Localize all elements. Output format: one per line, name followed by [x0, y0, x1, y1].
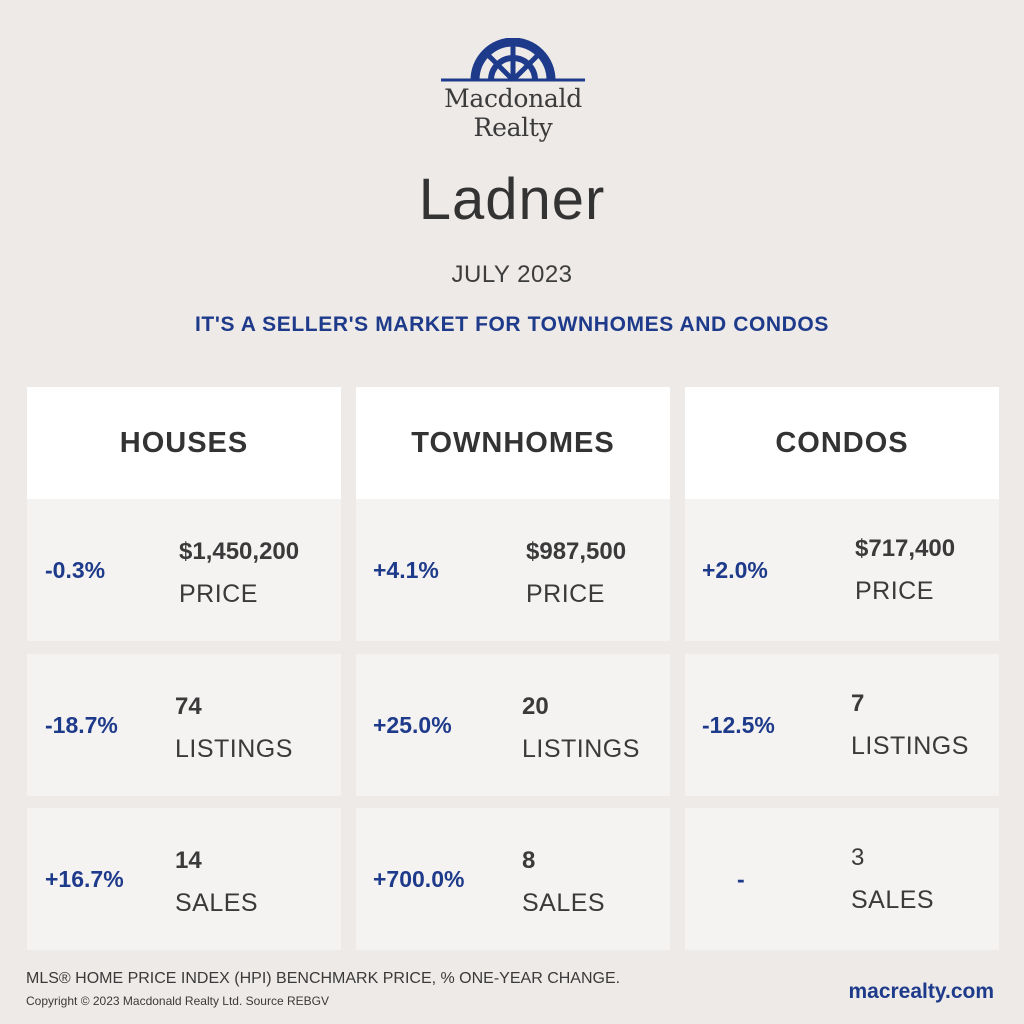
townhomes-price-value: $987,500 — [526, 538, 627, 565]
condos-price-label: PRICE — [855, 577, 934, 605]
condos-price-cell — [685, 499, 999, 641]
townhomes-price-change: +4.1% — [373, 556, 439, 583]
condos-sales-cell — [685, 808, 999, 950]
houses-listings-label: LISTINGS — [175, 735, 293, 763]
condos-listings-change: -12.5% — [702, 711, 775, 738]
townhomes-listings-value: 20 — [522, 693, 549, 720]
sunrise-arch-logo-icon — [439, 38, 587, 84]
townhomes-listings-change: +25.0% — [373, 711, 452, 738]
townhomes-sales-cell — [356, 808, 670, 950]
copyright-text: Copyright © 2023 Macdonald Realty Ltd. Source REBGV — [26, 994, 329, 1008]
brand-logo — [438, 38, 588, 158]
houses-sales-change: +16.7% — [45, 865, 124, 892]
brand-name-line2: Realty — [473, 113, 553, 142]
condos-price-value: $717,400 — [855, 535, 956, 562]
column-header-condos: CONDOS — [685, 387, 999, 499]
brand-name-line1: Macdonald — [444, 84, 582, 113]
houses-price-label: PRICE — [179, 580, 258, 608]
houses-sales-label: SALES — [175, 889, 259, 917]
houses-sales-value: 14 — [175, 847, 202, 874]
condos-listings-cell — [685, 654, 999, 796]
houses-price-change: -0.3% — [45, 556, 106, 583]
townhomes-listings-label: LISTINGS — [522, 735, 640, 763]
condos-sales-change: - — [737, 865, 745, 892]
condos-listings-value: 7 — [851, 690, 865, 717]
column-header-houses: HOUSES — [27, 387, 341, 499]
townhomes-sales-change: +700.0% — [373, 865, 465, 892]
houses-listings-value: 74 — [175, 693, 202, 720]
condos-price-change: +2.0% — [702, 556, 768, 583]
column-header-townhomes: TOWNHOMES — [356, 387, 670, 499]
townhomes-price-label: PRICE — [526, 580, 605, 608]
condos-sales-value: 3 — [851, 844, 865, 871]
hpi-footnote: MLS® HOME PRICE INDEX (HPI) BENCHMARK PRICE, % ONE-YEAR CHANGE. — [26, 970, 621, 987]
houses-listings-change: -18.7% — [45, 711, 118, 738]
houses-price-cell — [27, 499, 341, 641]
townhomes-price-cell — [356, 499, 670, 641]
houses-price-value: $1,450,200 — [179, 538, 300, 565]
city-title: Ladner — [418, 167, 606, 232]
townhomes-sales-label: SALES — [522, 889, 606, 917]
market-headline: IT'S A SELLER'S MARKET FOR TOWNHOMES AND CONDOS — [195, 313, 829, 336]
condos-listings-label: LISTINGS — [851, 732, 969, 760]
report-month: JULY 2023 — [451, 261, 573, 288]
townhomes-sales-value: 8 — [522, 847, 536, 874]
website-link[interactable]: macrealty.com — [848, 980, 994, 1003]
houses-listings-cell — [27, 654, 341, 796]
townhomes-listings-cell — [356, 654, 670, 796]
condos-sales-label: SALES — [851, 886, 935, 914]
houses-sales-cell — [27, 808, 341, 950]
